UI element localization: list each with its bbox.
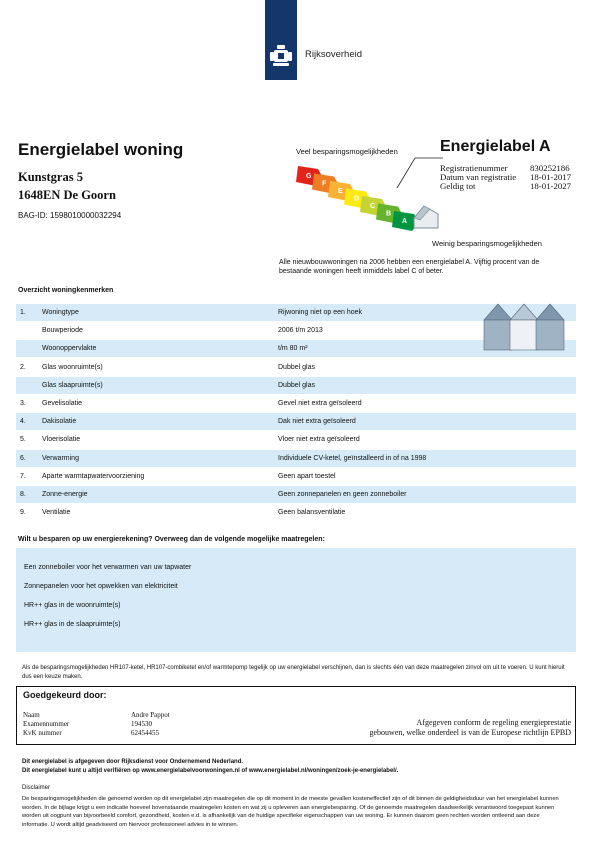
- scale-letter: E: [338, 188, 343, 195]
- row-value: Dak niet extra geïsoleerd: [278, 418, 356, 426]
- overview-row: [16, 468, 576, 485]
- scale-letter: D: [354, 195, 360, 203]
- row-value: Geen balansventilatie: [278, 509, 346, 517]
- conformity-line: gebouwen, welke onderdeel is van de Europese richtlijn EPBD: [369, 728, 571, 737]
- overview-row: [16, 413, 576, 430]
- row-label: Ventilatie: [42, 509, 71, 517]
- row-value: Geen apart toestel: [278, 472, 336, 480]
- issued-line: Dit energielabel is afgegeven door Rijksdienst voor Ondernemend Nederland.: [22, 759, 244, 765]
- conformity-line: Afgegeven conform de regeling energieprestatie: [416, 718, 571, 727]
- row-label: Dakisolatie: [42, 418, 77, 426]
- approved-value: 62454455: [131, 729, 159, 737]
- scale-letter: B: [386, 210, 392, 218]
- row-label: Glas woonruimte(s): [42, 363, 103, 371]
- approved-title: Goedgekeurd door:: [23, 690, 107, 700]
- row-number: 2.: [20, 363, 26, 371]
- disclaimer-title: Disclaimer: [22, 785, 51, 791]
- row-value: t/m 80 m²: [278, 345, 308, 353]
- row-label: Woonoppervlakte: [42, 345, 97, 353]
- measure-item: Zonnepanelen voor het opwekken van elektriciteit: [24, 583, 178, 590]
- registration-table: [440, 164, 571, 192]
- document-title: Energielabel woning: [18, 140, 184, 159]
- row-number: 4.: [20, 418, 26, 426]
- registration-row: Registratienummer 830252186: [440, 163, 570, 173]
- measures-note: Als de besparingsmogelijkheden HR107-ketel, HR107-combiketel en/of warmtepomp tegelijk op uw energielabel verschijnen, dan is slechts één van deze maatregelen zinvol om uit te voeren. U kunt hieruit dus een keuze maken.: [22, 665, 565, 680]
- row-number: 8.: [20, 491, 26, 498]
- row-label: Glas slaapruimte(s): [42, 381, 103, 389]
- row-number: 7.: [20, 472, 26, 480]
- measures-title: Wilt u besparen op uw energierekening? Overweeg dan de volgende mogelijke maatregelen:: [18, 536, 325, 543]
- bag-id: BAG-ID: 1598010000032294: [18, 211, 122, 220]
- disclaimer-text: De besparingsmogelijkheden die genoemd worden op dit energielabel zijn maatregelen die op dit moment in de meeste gevallen kosteneffectief zijn of dit binnen de geldigheidsduur van het energielabel kunnen worden. In de bijlage krijgt u een indicatie hoeveel bovenstaande maatregelen kosten en wat zij u opleveren aan energiebesparing. Of de genoemde maatregelen daadwerkelijk verantwoord toegepast kunnen worden uit oogpunt van bijvoorbeeld comfort, gezondheid, kosten e.d. is afhankelijk van de huidige specifieke eigenschappen van uw woning. Er kunnen daarom geen rechten worden ontleend aan deze informatie. U wordt altijd geadviseerd om hiervoor professioneel advies in te winnen.: [22, 796, 559, 828]
- rijksoverheid-logo: [265, 0, 297, 80]
- approved-label: Naam: [23, 711, 40, 719]
- measures-box: [16, 548, 576, 652]
- row-value: Geen zonnepanelen en geen zonneboiler: [278, 491, 407, 498]
- row-label: Bouwperiode: [42, 327, 83, 335]
- registration-row: Geldig tot 18-01-2027: [440, 181, 572, 192]
- row-value: Individuele CV-ketel, geïnstalleerd in of na 1998: [278, 454, 427, 462]
- label-bottom-caption: Weinig besparingsmogelijkheden: [432, 239, 542, 248]
- address-city: 1648EN De Goorn: [18, 188, 116, 202]
- row-number: 3.: [20, 400, 26, 407]
- row-number: 6.: [20, 454, 26, 462]
- overview-row: [16, 359, 576, 376]
- scale-letter: F: [322, 180, 327, 188]
- overview-row: [16, 450, 576, 467]
- approved-label: KvK nummer: [23, 729, 62, 737]
- row-label: Gevelisolatie: [42, 400, 83, 407]
- measure-item: Een zonneboiler voor het verwarmen van uw tapwater: [24, 564, 192, 571]
- measure-item: HR++ glas in de woonruimte(s): [24, 602, 121, 609]
- registration-row: Datum van registratie 18-01-2017: [440, 172, 572, 183]
- overview-row: [16, 431, 576, 448]
- row-value: Dubbel glas: [278, 363, 315, 371]
- overview-row: [16, 377, 576, 394]
- logo-text: Rijksoverheid: [305, 49, 363, 60]
- approved-value: Andre Pappot: [131, 711, 170, 719]
- row-value: Dubbel glas: [278, 381, 315, 389]
- address-street: Kunstgras 5: [18, 170, 83, 184]
- row-number: 9.: [20, 509, 26, 517]
- pointer-line: [395, 150, 445, 190]
- row-label: Zonne-energie: [42, 491, 88, 498]
- row-label: Aparte warmtapwatervoorziening: [42, 472, 145, 480]
- row-value: 2006 t/m 2013: [278, 327, 323, 335]
- rowhouse-icon: [482, 300, 566, 354]
- row-number: 5.: [20, 436, 26, 444]
- approved-label: Examennummer: [23, 720, 70, 728]
- overview-row: [16, 395, 576, 412]
- label-explanation: Alle nieuwbouwwoningen na 2006 hebben een energielabel A. Vijftig procent van de bestaande woningen heeft inmiddels label C of beter.: [279, 259, 540, 275]
- scale-letter: A: [402, 218, 408, 225]
- label-top-caption: Veel besparingsmogelijkheden: [296, 147, 398, 156]
- row-label: Verwarming: [42, 454, 79, 462]
- row-value: Gevel niet extra geïsoleerd: [278, 400, 362, 407]
- approved-box: [16, 686, 576, 745]
- row-number: 1.: [20, 309, 26, 316]
- scale-letter: G: [306, 173, 312, 180]
- overview-row: [16, 504, 576, 521]
- row-label: Vloerisolatie: [42, 436, 81, 444]
- issued-line: Dit energielabel kunt u altijd verifiëren op www.energielabelvoorwoningen.nl of www.energielabel.nl/woningen/zoek-je-energielabel/.: [22, 767, 399, 774]
- overview-row: [16, 486, 576, 503]
- measure-item: HR++ glas in de slaapruimte(s): [24, 621, 121, 628]
- row-value: Vloer niet extra geïsoleerd: [278, 436, 360, 444]
- energielabel-title: Energielabel A: [440, 138, 551, 155]
- row-value: Rijwoning niet op een hoek: [278, 309, 363, 316]
- issued-text: [22, 758, 398, 775]
- overview-title: Overzicht woningkenmerken: [18, 287, 114, 294]
- scale-letter: C: [370, 203, 376, 210]
- house-icon: [414, 206, 438, 228]
- approved-value: 194530: [131, 720, 152, 728]
- row-label: Woningtype: [42, 309, 79, 316]
